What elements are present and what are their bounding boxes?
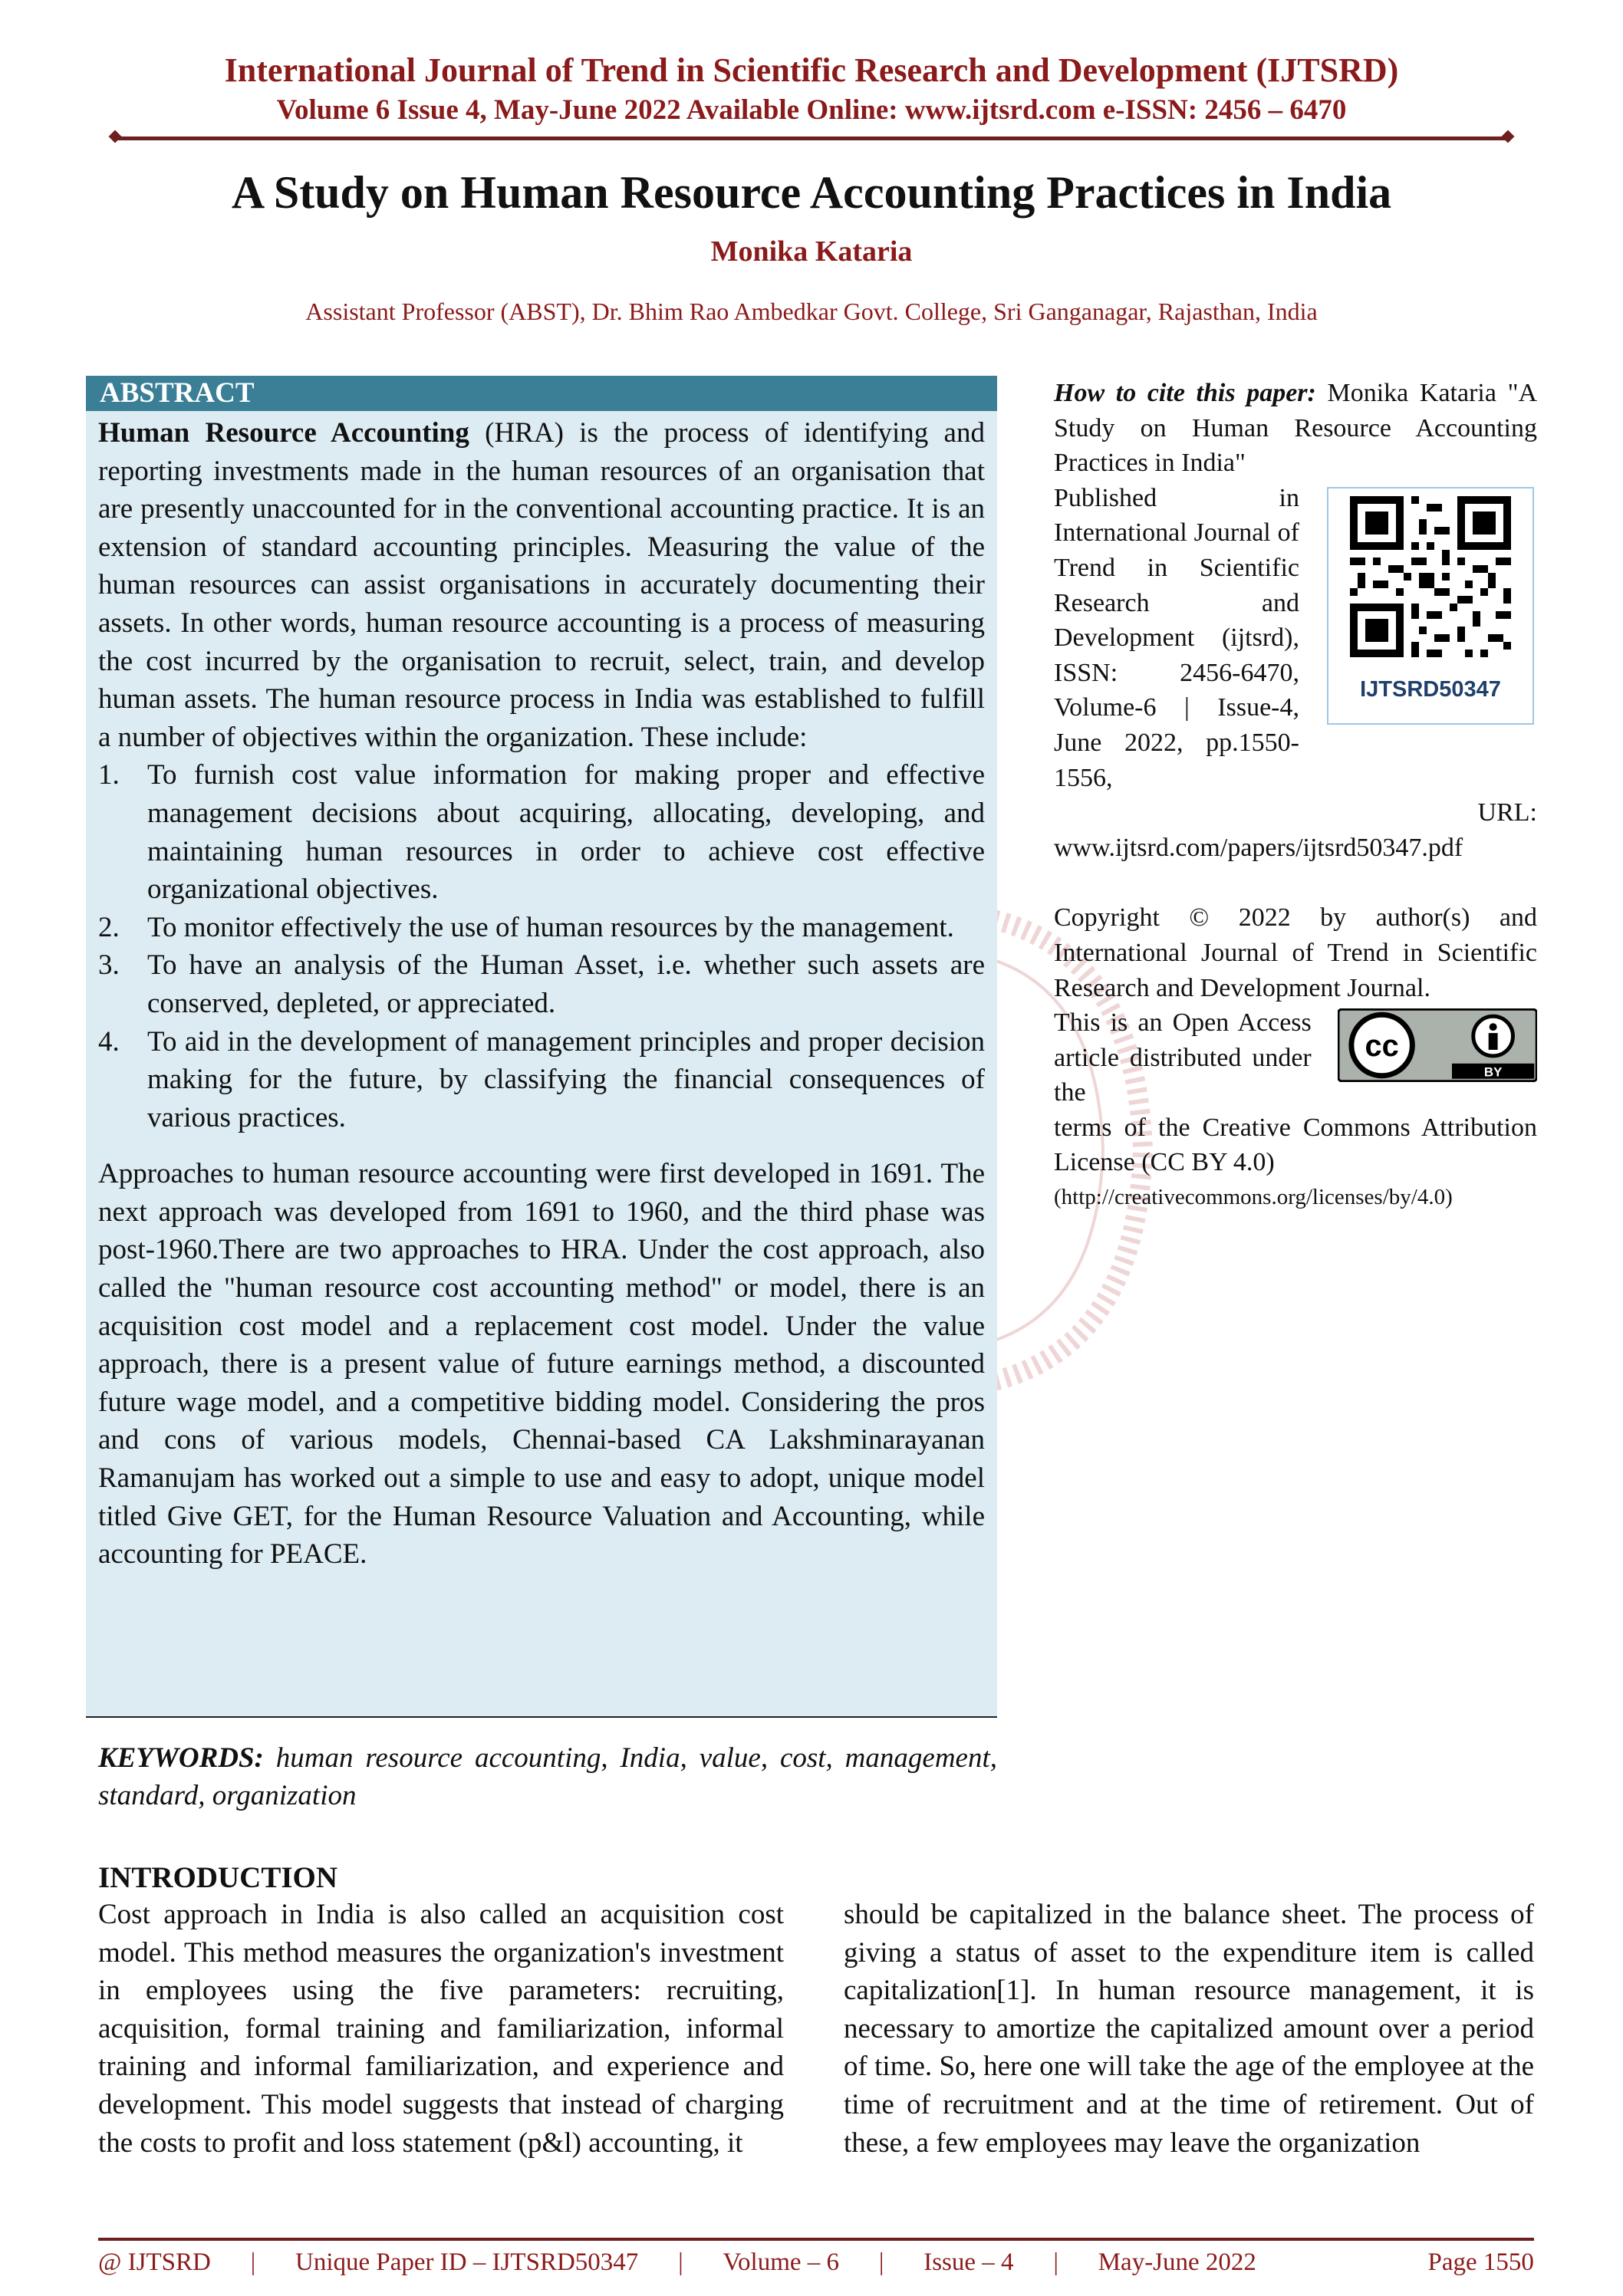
license-url[interactable]: (http://creativecommons.org/licenses/by/4.0) <box>1054 1185 1453 1210</box>
list-item-text: To monitor effectively the use of human resources by the management. <box>147 911 954 943</box>
cc-by-license-icon <box>1338 1008 1537 1082</box>
list-item-number: 2. <box>98 911 120 943</box>
abstract-heading: ABSTRACT <box>86 376 997 411</box>
footer-issue: Issue – 4 <box>923 2248 1014 2276</box>
introduction-column-right: should be capitalized in the balance sheet. The process of giving a status of asset to the expenditure item is called capitalization[1]. In human resource management, it is necessary to amortize the capitalized amount over a period of time. So, here one will take the age of the employee at the time of recruitment and at the time of retirement. Out of these, a few employees may leave the organization <box>844 1899 1534 2159</box>
list-item-text: To aid in the development of management principles and proper decision making for the future, by classifying the financial consequences of various practices. <box>147 1025 985 1133</box>
citation-label: How to cite this paper <box>1054 379 1308 407</box>
abstract-paragraph-2: Approaches to human resource accounting were first developed in 1691. The next approach was developed from 1691 to 1960, and the third phase was post-1960.There are two approaches to HRA. Under the cost approach, also called the "human resource cost accounting method" or model, there is an acquisition cost model and a replacement cost model. Under the value approach, there is a present value of future earnings method, a discounted future wage model, and a competitive bidding model. Considering the pros and cons of various models, Chennai-based CA Lakshminarayanan Ramanujam has worked out a simple to use and easy to adopt, unique model titled Give GET, for the Human Resource Valuation and Accounting, while accounting for PEACE. <box>98 1158 985 1571</box>
list-item <box>98 756 985 908</box>
citation-url[interactable]: www.ijtsrd.com/papers/ijtsrd50347.pdf <box>1054 833 1463 862</box>
keywords-text: human resource accounting, India, value, cost, management, standard, organization <box>98 1742 997 1811</box>
citation-title-text: Monika Kataria "A Study on Human Resource Accounting Practices in India" <box>1054 379 1537 478</box>
introduction-column-left: Cost approach in India is also called an acquisition cost model. This method measures the organization's investment in employees using the five parameters: recruiting, acquisition, formal training and familiarization, informal training and informal familiarization, and experience and development. This model suggests that instead of charging the costs to profit and loss statement (p&l) accounting, it <box>98 1899 784 2159</box>
footer-publisher: @ IJTSRD <box>98 2248 211 2276</box>
journal-name: International Journal of Trend in Scientific Research and Development (IJTSRD) <box>224 51 1399 89</box>
open-access-text: This is an Open Access article distributed under the <box>1054 1008 1312 1107</box>
citation-details: Published in International Journal of Trend in Scientific Research and Development (ijtsrd), ISSN: 2456-6470, Volume-6 | Issue-4, June 2022, pp.1550-1556, <box>1054 483 1299 792</box>
list-item-number: 4. <box>98 1025 120 1058</box>
citation-url-label: URL: <box>1477 798 1537 827</box>
header-rule <box>115 137 1508 140</box>
abstract-body <box>98 414 985 1574</box>
abstract-paragraph-1 <box>98 414 985 756</box>
qr-code-card <box>1327 487 1534 725</box>
author-name: Monika Kataria <box>710 235 913 268</box>
paper-id-label: IJTSRD50347 <box>1360 677 1501 702</box>
svg-text:cc: cc <box>1365 1029 1399 1064</box>
abstract-bottom-rule <box>86 1716 997 1718</box>
journal-volume-line: Volume 6 Issue 4, May-June 2022 Available Online: www.ijtsrd.com e-ISSN: 2456 – 6470 <box>276 94 1347 126</box>
footer-rule <box>98 2238 1534 2241</box>
citation-url-line <box>1054 795 1537 831</box>
footer-volume: Volume – 6 <box>723 2248 840 2276</box>
footer-page-number: Page 1550 <box>1427 2248 1534 2276</box>
author-affiliation: Assistant Professor (ABST), Dr. Bhim Rao Ambedkar Govt. College, Sri Ganganagar, Rajasthan, India <box>305 298 1318 325</box>
footer-separator: | <box>678 2248 683 2276</box>
abstract-paragraph-1-text: (HRA) is the process of identifying and reporting investments made in the human resources of an organisation that are presently unaccounted for in the conventional accounting practice. It is an extension of standard accounting principles. Measuring the value of the human resources can assist organisations in accurately documenting their assets. In other words, human resource accounting is a process of measuring the cost incurred by the organisation to recruit, select, train, and develop human assets. The human resource process in India was established to fulfill a number of objectives within the organization. These include: <box>98 417 985 753</box>
footer-separator: | <box>1053 2248 1058 2276</box>
footer-separator: | <box>250 2248 256 2276</box>
keywords <box>98 1739 997 1814</box>
list-item-number: 1. <box>98 759 120 791</box>
footer-paper-id: Unique Paper ID – IJTSRD50347 <box>295 2248 639 2276</box>
introduction-heading: INTRODUCTION <box>98 1861 338 1894</box>
citation-sidebar <box>1054 376 1537 1215</box>
list-item <box>98 909 985 947</box>
objectives-list <box>98 756 985 1136</box>
footer-separator: | <box>878 2248 884 2276</box>
abstract-lead-term: Human Resource Accounting <box>98 417 469 449</box>
copyright-notice: Copyright © 2022 by author(s) and International Journal of Trend in Scientific Research and Development Journal. <box>1054 903 1537 1002</box>
license-text: terms of the Creative Commons Attribution License (CC BY 4.0) <box>1054 1113 1537 1177</box>
paper-title: A Study on Human Resource Accounting Practices in India <box>231 167 1392 218</box>
list-item <box>98 946 985 1022</box>
keywords-label: KEYWORDS: <box>98 1742 264 1774</box>
list-item <box>98 1023 985 1137</box>
page-footer <box>98 2248 1534 2277</box>
footer-date: May-June 2022 <box>1098 2248 1256 2276</box>
list-item-number: 3. <box>98 949 120 982</box>
list-item-text: To have an analysis of the Human Asset, i.e. whether such assets are conserved, depleted, or appreciated. <box>147 949 985 1019</box>
cc-by-label: BY <box>1483 1064 1503 1080</box>
qr-code-icon <box>1350 496 1511 657</box>
list-item-text: To furnish cost value information for making proper and effective management decisions about acquiring, allocating, developing, and maintaining human resources in order to achieve cost effective organizational objectives. <box>147 759 985 906</box>
citation-intro: How to cite this paper: Monika Kataria "A Study on Human Resource Accounting Practices in India" <box>1054 379 1537 478</box>
